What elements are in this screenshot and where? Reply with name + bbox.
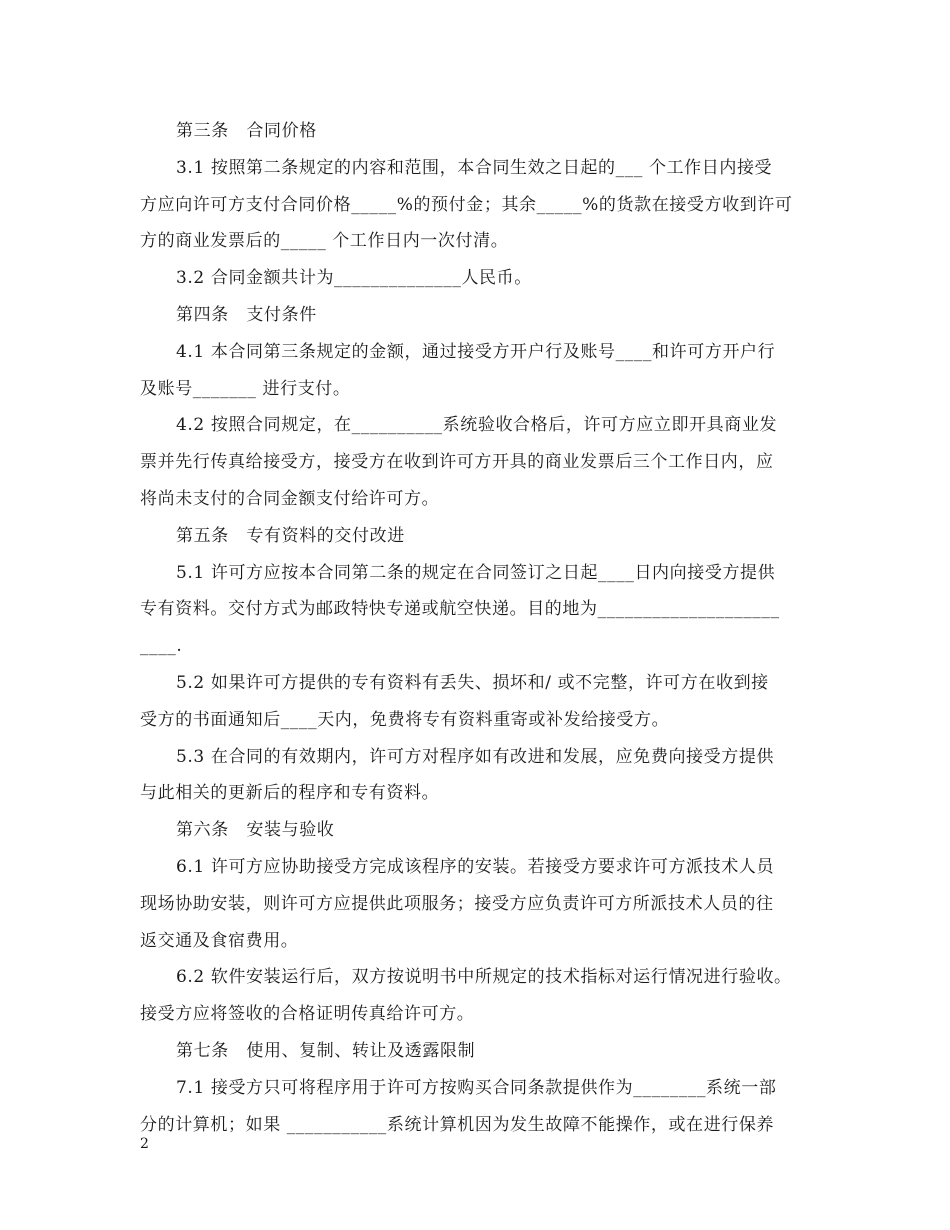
text-line: 及账号_______ 进行支付。 — [140, 378, 351, 399]
text-line: 3.1 按照第二条规定的内容和范围，本合同生效之日起的___ 个工作日内接受 — [176, 157, 773, 178]
text-line: 票并先行传真给接受方，接受方在收到许可方开具的商业发票后三个工作日内，应 — [140, 452, 774, 473]
text-line: 返交通及食宿费用。 — [140, 930, 299, 951]
text-line: 第六条 安装与验收 — [176, 820, 335, 841]
text-line: 受方的书面通知后____天内，免费将专有资料重寄或补发给接受方。 — [140, 709, 670, 730]
text-line: 方的商业发票后的_____ 个工作日内一次付清。 — [140, 231, 509, 252]
text-line: 4.1 本合同第三条规定的金额，通过接受方开户行及账号____和许可方开户行 — [176, 341, 776, 362]
text-line: 分的计算机；如果 ___________系统计算机因为发生故障不能操作，或在进行保养 — [140, 1114, 775, 1135]
text-line: 6.2 软件安装运行后，双方按说明书中所规定的技术指标对运行情况进行验收。 — [176, 967, 792, 988]
text-line: 专有资料。交付方式为邮政特快专递或航空快递。目的地为____________________ — [140, 599, 780, 620]
text-line: 与此相关的更新后的程序和专有资料。 — [140, 783, 440, 804]
text-line: 5.2 如果许可方提供的专有资料有丢失、损坏和/ 或不完整，许可方在收到接 — [176, 673, 769, 693]
text-line: 方应向许可方支付合同价格_____%的预付金；其余_____%的货款在接受方收到许可 — [140, 194, 793, 215]
text-line: 将尚未支付的合同金额支付给许可方。 — [140, 489, 440, 509]
text-line: 第四条 支付条件 — [176, 305, 317, 325]
text-line: 3.2 合同金额共计为______________人民币。 — [176, 268, 532, 289]
text-line: 接受方应将签收的合格证明传真给许可方。 — [140, 1004, 475, 1025]
text-line: 第七条 使用、复制、转让及透露限制 — [176, 1041, 476, 1061]
text-line: 5.3 在合同的有效期内，许可方对程序如有改进和发展，应免费向接受方提供 — [176, 746, 775, 767]
text-line: 6.1 许可方应协助接受方完成该程序的安装。若接受方要求许可方派技术人员 — [176, 857, 775, 877]
text-line: 5.1 许可方应按本合同第二条的规定在合同签订之日起____日内向接受方提供 — [176, 562, 776, 583]
page-number: 2 — [140, 1136, 149, 1152]
text-line: 第五条 专有资料的交付改进 — [176, 525, 405, 546]
text-line: 7.1 接受方只可将程序用于许可方按购买合同条款提供作为________系统一部 — [176, 1077, 777, 1098]
text-line: ____. — [140, 636, 183, 657]
text-line: 现场协助安装，则许可方应提供此项服务；接受方应负责许可方所派技术人员的往 — [140, 893, 774, 914]
text-line: 第三条 合同价格 — [176, 121, 317, 141]
text-line: 4.2 按照合同规定，在__________系统验收合格后，许可方应立即开具商业发 — [176, 415, 778, 436]
